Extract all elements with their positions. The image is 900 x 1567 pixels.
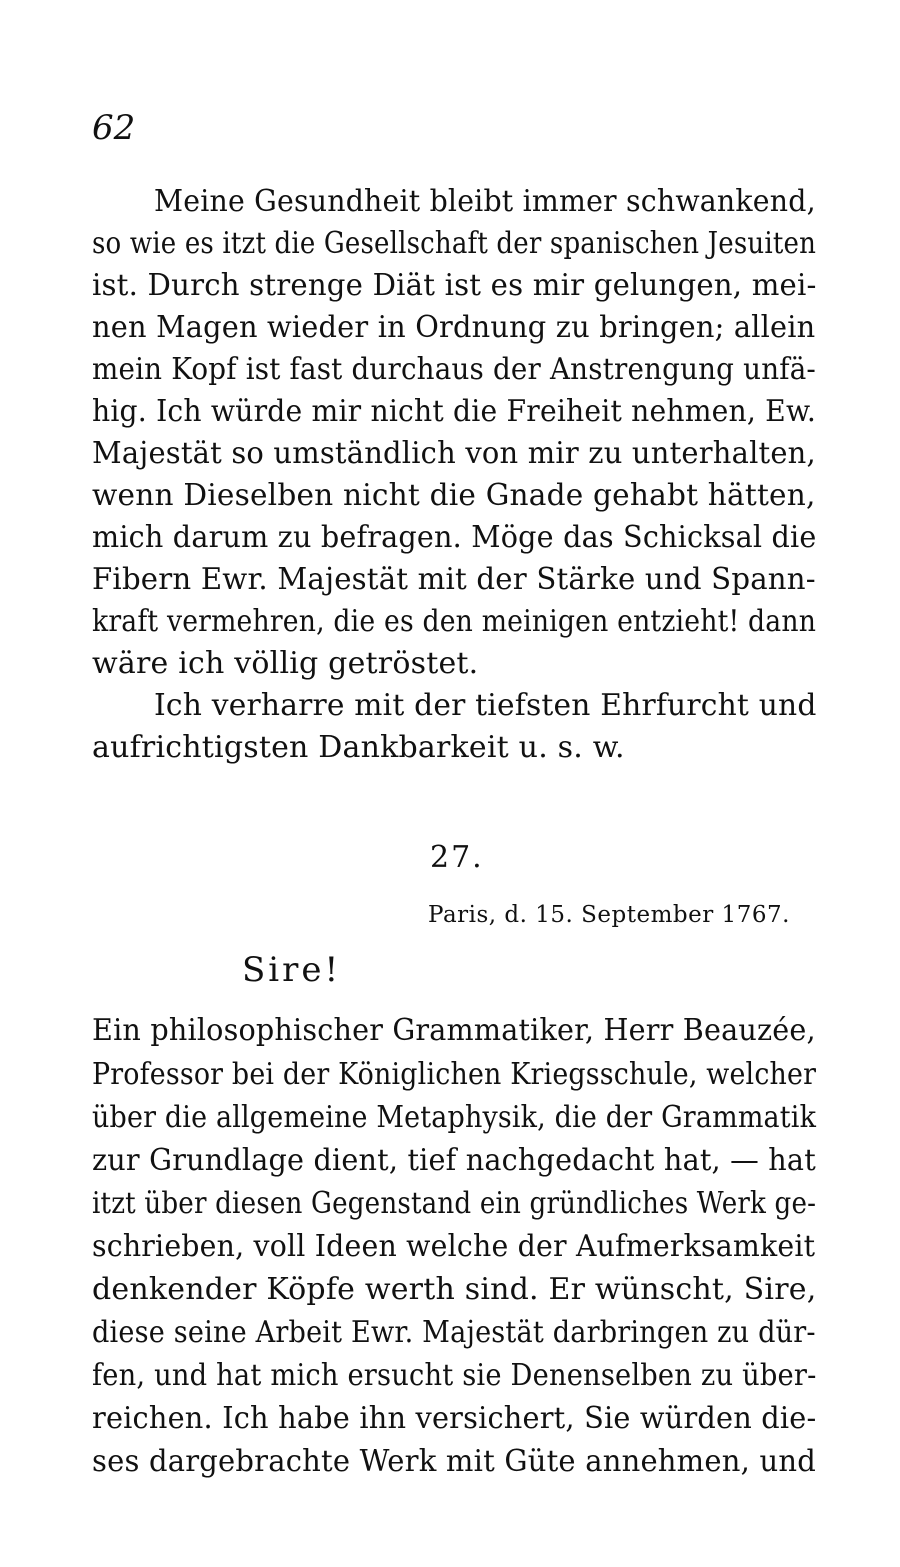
text-line: mein Kopf ist fast durchaus der Anstrengung unfä- — [92, 352, 817, 387]
text-line: nen Magen wieder in Ordnung zu bringen; allein — [92, 310, 816, 345]
text-line: über die allgemeine Metaphysik, die der Grammatik — [92, 1100, 817, 1135]
salutation: Sire! — [242, 950, 342, 990]
text-line: hig. Ich würde mir nicht die Freiheit nehmen, Ew. — [92, 394, 817, 429]
text-line: Professor bei der Königlichen Kriegsschule, welcher — [92, 1057, 817, 1092]
text-line: denkender Köpfe werth sind. Er wünscht, Sire, — [92, 1272, 817, 1307]
text-line: diese seine Arbeit Ewr. Majestät darbringen zu dür- — [92, 1315, 816, 1350]
text-line: Ein philosophischer Grammatiker, Herr Beauzée, — [92, 1013, 816, 1048]
text-line: so wie es itzt die Gesellschaft der spanischen Jesuiten — [92, 226, 817, 261]
letter-number: 27. — [430, 840, 484, 875]
text-line: ses dargebrachte Werk mit Güte annehmen, und — [92, 1444, 816, 1479]
dateline: Paris, d. 15. September 1767. — [428, 902, 790, 928]
text-line: kraft vermehren, die es den meinigen entzieht! dann — [92, 604, 817, 639]
text-line: Fibern Ewr. Majestät mit der Stärke und Spann- — [92, 562, 816, 597]
text-line: fen, und hat mich ersucht sie Denenselben zu über- — [92, 1358, 817, 1393]
text-line: aufrichtigsten Dankbarkeit u. s. w. — [92, 730, 625, 765]
text-line: Meine Gesundheit bleibt immer schwankend, — [154, 184, 816, 219]
text-line: schrieben, voll Ideen welche der Aufmerksamkeit — [92, 1229, 816, 1264]
page-number: 62 — [92, 108, 136, 148]
text-line: ist. Durch strenge Diät ist es mir gelungen, mei- — [92, 268, 817, 303]
text-line: zur Grundlage dient, tief nachgedacht hat, — hat — [92, 1143, 816, 1178]
text-line: wäre ich völlig getröstet. — [92, 646, 479, 681]
text-line: Majestät so umständlich von mir zu unterhalten, — [92, 436, 816, 471]
text-line: itzt über diesen Gegenstand ein gründliches Werk ge- — [92, 1186, 817, 1221]
text-line: wenn Dieselben nicht die Gnade gehabt hätten, — [92, 478, 816, 513]
text-line: Ich verharre mit der tiefsten Ehrfurcht und — [154, 688, 817, 723]
text-line: reichen. Ich habe ihn versichert, Sie würden die- — [92, 1401, 817, 1436]
text-line: mich darum zu befragen. Möge das Schicksal die — [92, 520, 817, 555]
